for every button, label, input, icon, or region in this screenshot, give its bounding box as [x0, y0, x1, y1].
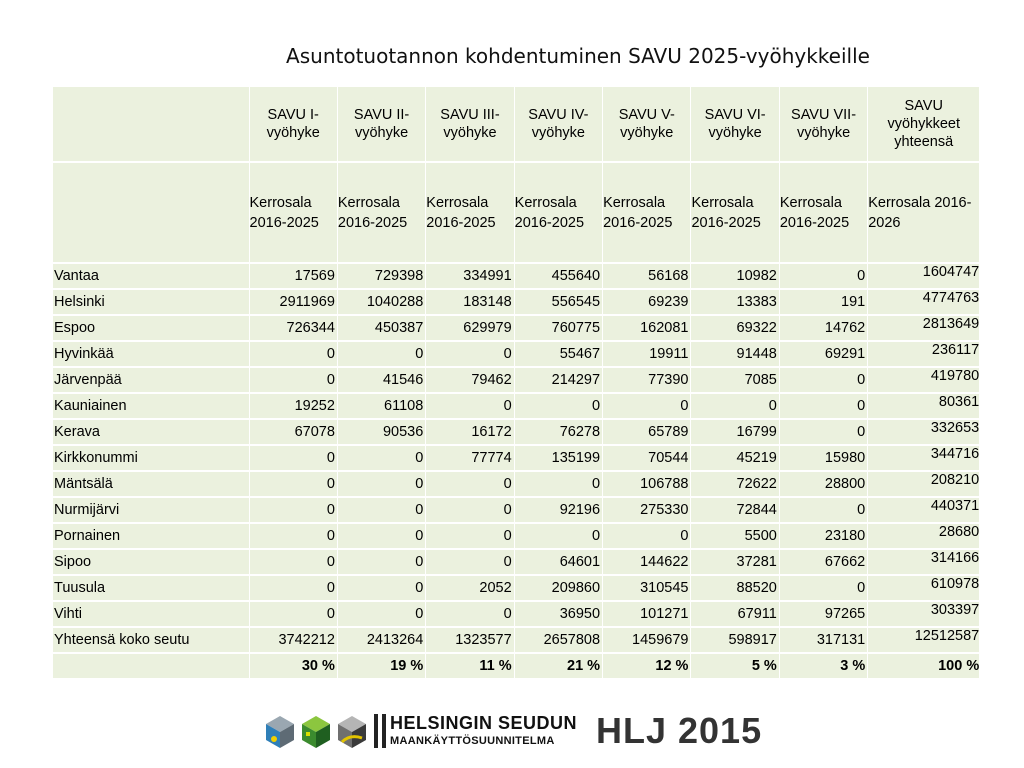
column-header: SAVU III-vyöhyke: [426, 87, 514, 162]
row-total: 419780: [868, 367, 980, 393]
zone-value: 37281: [691, 549, 779, 575]
zone-value: 0: [779, 263, 867, 289]
zone-value: 106788: [603, 471, 691, 497]
empty-cell: [53, 653, 249, 679]
table-row: [53, 393, 980, 419]
zone-value: 2911969: [249, 289, 337, 315]
zone-value: 64601: [514, 549, 602, 575]
zone-value: 0: [249, 523, 337, 549]
municipality-name: Vantaa: [53, 263, 249, 289]
zone-value: 0: [603, 523, 691, 549]
zone-value: 0: [337, 445, 425, 471]
zone-value: 72844: [691, 497, 779, 523]
hsm-logo-icon: [262, 712, 372, 752]
zone-value: 0: [779, 367, 867, 393]
zone-value: 5500: [691, 523, 779, 549]
data-table: [53, 87, 980, 680]
table-row: [53, 601, 980, 627]
zone-value: 0: [337, 601, 425, 627]
zone-percentage: 19 %: [337, 653, 425, 679]
zone-value: 0: [249, 497, 337, 523]
zone-value: 45219: [691, 445, 779, 471]
zone-value: 3742212: [249, 627, 337, 653]
zone-value: 0: [337, 523, 425, 549]
table-row: [53, 289, 980, 315]
zone-value: 183148: [426, 289, 514, 315]
logo-brand-text: HLJ 2015: [596, 710, 763, 751]
zone-value: 69322: [691, 315, 779, 341]
zone-value: 214297: [514, 367, 602, 393]
zone-value: 0: [426, 601, 514, 627]
zone-value: 61108: [337, 393, 425, 419]
table-row: [53, 497, 980, 523]
column-header: SAVU IV-vyöhyke: [514, 87, 602, 162]
zone-value: 76278: [514, 419, 602, 445]
zone-value: 101271: [603, 601, 691, 627]
zone-value: 1323577: [426, 627, 514, 653]
zone-value: 0: [249, 341, 337, 367]
table-row: [53, 419, 980, 445]
zone-value: 334991: [426, 263, 514, 289]
zone-value: 0: [249, 549, 337, 575]
zone-percentage: 5 %: [691, 653, 779, 679]
zone-value: 36950: [514, 601, 602, 627]
zone-value: 275330: [603, 497, 691, 523]
zone-value: 0: [426, 523, 514, 549]
zone-value: 16799: [691, 419, 779, 445]
zone-value: 629979: [426, 315, 514, 341]
zone-percentage: 11 %: [426, 653, 514, 679]
column-subheader: Kerrosala 2016-2026: [868, 162, 980, 263]
data-table-container: [53, 87, 980, 680]
row-total: 440371: [868, 497, 980, 523]
column-header: [53, 87, 249, 162]
zone-value: 0: [426, 393, 514, 419]
row-total: 80361: [868, 393, 980, 419]
zone-value: 69291: [779, 341, 867, 367]
zone-value: 0: [779, 393, 867, 419]
column-header: SAVU V-vyöhyke: [603, 87, 691, 162]
zone-value: 760775: [514, 315, 602, 341]
column-subheader: Kerrosala 2016-2025: [337, 162, 425, 263]
logo-text-line2: MAANKÄYTTÖSUUNNITELMA: [390, 735, 555, 747]
municipality-name: Yhteensä koko seutu: [53, 627, 249, 653]
column-subheader: Kerrosala 2016-2025: [426, 162, 514, 263]
municipality-name: Mäntsälä: [53, 471, 249, 497]
table-row: [53, 523, 980, 549]
zone-value: 0: [249, 445, 337, 471]
zone-value: 450387: [337, 315, 425, 341]
column-subheader: Kerrosala 2016-2025: [514, 162, 602, 263]
zone-value: 23180: [779, 523, 867, 549]
row-total: 332653: [868, 419, 980, 445]
row-total: 208210: [868, 471, 980, 497]
zone-value: 92196: [514, 497, 602, 523]
table-row: [53, 315, 980, 341]
row-total: 344716: [868, 445, 980, 471]
zone-value: 0: [337, 575, 425, 601]
column-subheader: Kerrosala 2016-2025: [691, 162, 779, 263]
column-header: SAVU vyöhykkeet yhteensä: [868, 87, 980, 162]
column-subheader: Kerrosala 2016-2025: [249, 162, 337, 263]
zone-value: 19911: [603, 341, 691, 367]
zone-value: 135199: [514, 445, 602, 471]
zone-value: 91448: [691, 341, 779, 367]
zone-value: 55467: [514, 341, 602, 367]
zone-value: 70544: [603, 445, 691, 471]
zone-value: 162081: [603, 315, 691, 341]
row-total: 1604747: [868, 263, 980, 289]
zone-value: 0: [426, 471, 514, 497]
municipality-name: Nurmijärvi: [53, 497, 249, 523]
zone-value: 0: [514, 471, 602, 497]
zone-value: 2657808: [514, 627, 602, 653]
zone-value: 2413264: [337, 627, 425, 653]
zone-value: 90536: [337, 419, 425, 445]
header-row-metric: [53, 162, 980, 263]
zone-value: 17569: [249, 263, 337, 289]
municipality-name: Espoo: [53, 315, 249, 341]
zone-value: 56168: [603, 263, 691, 289]
row-total: 12512587: [868, 627, 980, 653]
municipality-name: Helsinki: [53, 289, 249, 315]
municipality-name: Vihti: [53, 601, 249, 627]
zone-value: 598917: [691, 627, 779, 653]
zone-value: 455640: [514, 263, 602, 289]
zone-value: 556545: [514, 289, 602, 315]
municipality-name: Hyvinkää: [53, 341, 249, 367]
zone-value: 317131: [779, 627, 867, 653]
zone-value: 726344: [249, 315, 337, 341]
row-total: 236117: [868, 341, 980, 367]
zone-percentage: 30 %: [249, 653, 337, 679]
zone-value: 1040288: [337, 289, 425, 315]
column-subheader: Kerrosala 2016-2025: [603, 162, 691, 263]
zone-value: 28800: [779, 471, 867, 497]
footer-logo: [262, 710, 772, 752]
zone-value: 65789: [603, 419, 691, 445]
zone-value: 0: [337, 341, 425, 367]
table-row: [53, 367, 980, 393]
zone-value: 67078: [249, 419, 337, 445]
municipality-name: Sipoo: [53, 549, 249, 575]
zone-value: 0: [426, 549, 514, 575]
municipality-name: Kirkkonummi: [53, 445, 249, 471]
zone-value: 191: [779, 289, 867, 315]
table-row: [53, 341, 980, 367]
zone-value: 0: [249, 601, 337, 627]
zone-value: 0: [514, 393, 602, 419]
zone-percentage: 21 %: [514, 653, 602, 679]
percentage-row: [53, 653, 980, 679]
zone-value: 69239: [603, 289, 691, 315]
zone-value: 67911: [691, 601, 779, 627]
column-subheader: Kerrosala 2016-2025: [779, 162, 867, 263]
zone-value: 72622: [691, 471, 779, 497]
zone-value: 67662: [779, 549, 867, 575]
zone-value: 0: [337, 497, 425, 523]
logo-text-line1: HELSINGIN SEUDUN: [390, 713, 578, 733]
row-total: 4774763: [868, 289, 980, 315]
row-total: 28680: [868, 523, 980, 549]
zone-value: 310545: [603, 575, 691, 601]
municipality-name: Järvenpää: [53, 367, 249, 393]
zone-percentage: 100 %: [868, 653, 980, 679]
zone-value: 77390: [603, 367, 691, 393]
table-row: [53, 471, 980, 497]
zone-value: 1459679: [603, 627, 691, 653]
zone-value: 16172: [426, 419, 514, 445]
zone-value: 0: [779, 497, 867, 523]
zone-value: 97265: [779, 601, 867, 627]
zone-value: 0: [779, 575, 867, 601]
zone-value: 0: [249, 367, 337, 393]
column-subheader: [53, 162, 249, 263]
row-total: 303397: [868, 601, 980, 627]
zone-value: 209860: [514, 575, 602, 601]
zone-value: 0: [603, 393, 691, 419]
zone-value: 41546: [337, 367, 425, 393]
row-total: 2813649: [868, 315, 980, 341]
municipality-name: Pornainen: [53, 523, 249, 549]
municipality-name: Tuusula: [53, 575, 249, 601]
zone-percentage: 3 %: [779, 653, 867, 679]
table-row: [53, 575, 980, 601]
zone-value: 0: [691, 393, 779, 419]
municipality-name: Kauniainen: [53, 393, 249, 419]
municipality-name: Kerava: [53, 419, 249, 445]
logo-separator-bars: [374, 714, 388, 748]
table-row: [53, 263, 980, 289]
zone-value: 7085: [691, 367, 779, 393]
zone-value: 79462: [426, 367, 514, 393]
zone-value: 88520: [691, 575, 779, 601]
column-header: SAVU VI-vyöhyke: [691, 87, 779, 162]
zone-value: 0: [249, 575, 337, 601]
zone-percentage: 12 %: [603, 653, 691, 679]
zone-value: 0: [514, 523, 602, 549]
row-total: 314166: [868, 549, 980, 575]
zone-value: 0: [337, 471, 425, 497]
zone-value: 10982: [691, 263, 779, 289]
zone-value: 14762: [779, 315, 867, 341]
zone-value: 13383: [691, 289, 779, 315]
zone-value: 2052: [426, 575, 514, 601]
header-row-zones: [53, 87, 980, 162]
row-total: 610978: [868, 575, 980, 601]
table-row: [53, 627, 980, 653]
column-header: SAVU I-vyöhyke: [249, 87, 337, 162]
zone-value: 77774: [426, 445, 514, 471]
column-header: SAVU VII-vyöhyke: [779, 87, 867, 162]
table-row: [53, 445, 980, 471]
zone-value: 15980: [779, 445, 867, 471]
page-title: Asuntotuotannon kohdentuminen SAVU 2025-vyöhykkeille: [286, 44, 870, 68]
table-row: [53, 549, 980, 575]
zone-value: 0: [249, 471, 337, 497]
column-header: SAVU II-vyöhyke: [337, 87, 425, 162]
zone-value: 19252: [249, 393, 337, 419]
zone-value: 0: [426, 497, 514, 523]
zone-value: 729398: [337, 263, 425, 289]
zone-value: 0: [337, 549, 425, 575]
zone-value: 144622: [603, 549, 691, 575]
zone-value: 0: [426, 341, 514, 367]
zone-value: 0: [779, 419, 867, 445]
